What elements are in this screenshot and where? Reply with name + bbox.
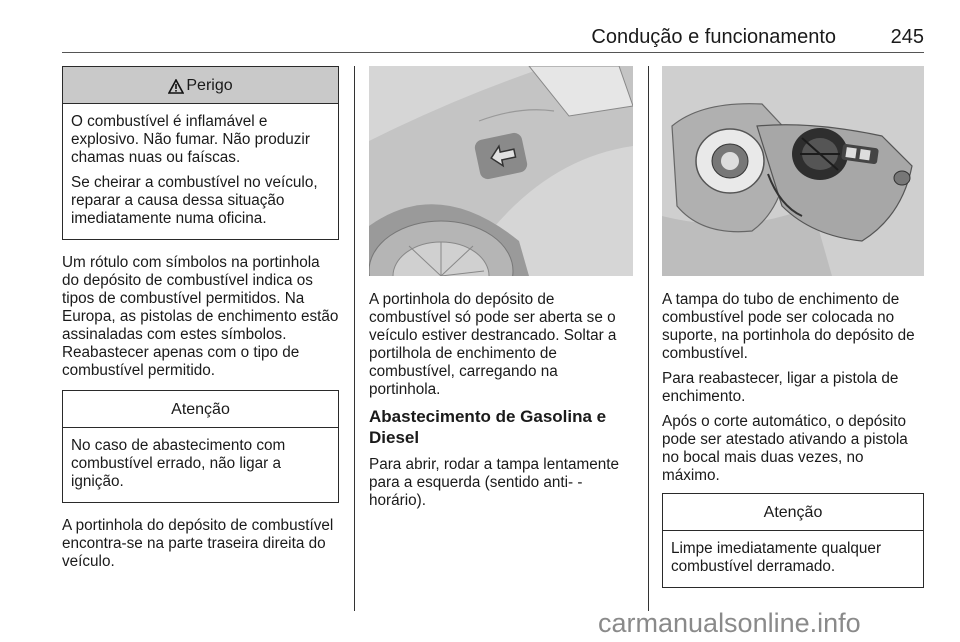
danger-text: O combustível é inflamável e explosivo. Não fumar. Não produzir chamas nuas ou faíscas. bbox=[71, 113, 310, 166]
watermark: carmanualsonline.info bbox=[598, 608, 861, 638]
figure-fuel-filler-cap bbox=[662, 66, 924, 276]
column-divider bbox=[648, 66, 649, 611]
column-3 bbox=[662, 66, 924, 602]
notice-box bbox=[662, 493, 924, 588]
notice-text: No caso de abastecimento com combustível errado, não ligar a ignição. bbox=[71, 437, 286, 490]
notice-box bbox=[62, 390, 339, 503]
danger-heading: Perigo bbox=[186, 77, 233, 94]
danger-box bbox=[62, 66, 339, 240]
paragraph: A tampa do tubo de enchimento de combustível pode ser colocada no suporte, na portinhola do depósito de combustível. bbox=[662, 291, 915, 362]
column-2 bbox=[369, 66, 633, 517]
danger-box-header bbox=[63, 67, 338, 104]
paragraph: A portinhola do depósito de combustível só pode ser aberta se o veículo estiver destrancado. Soltar a portilhola de enchimento de combustível, carregando na portinhola. bbox=[369, 291, 617, 398]
section-heading: Abastecimento de Gasolina e Diesel bbox=[369, 407, 607, 447]
notice-box-header bbox=[663, 494, 923, 531]
notice-text: Limpe imediatamente qualquer combustível derramado. bbox=[671, 540, 882, 575]
column-1 bbox=[62, 66, 339, 578]
figure-car-rear-fuel-flap bbox=[369, 66, 633, 276]
column-divider bbox=[354, 66, 355, 611]
paragraph: Para reabastecer, ligar a pistola de enchimento. bbox=[662, 370, 899, 405]
danger-text: Se cheirar a combustível no veículo, reparar a causa dessa situação imediatamente numa oficina. bbox=[71, 174, 318, 227]
paragraph: A portinhola do depósito de combustível encontra-se na parte traseira direita do veículo. bbox=[62, 517, 334, 570]
car-rear-illustration bbox=[369, 66, 633, 276]
page-number: 245 bbox=[890, 26, 924, 48]
fuel-cap-illustration bbox=[662, 66, 924, 276]
warning-triangle-icon bbox=[168, 79, 184, 94]
page-header bbox=[62, 22, 924, 53]
paragraph: Um rótulo com símbolos na portinhola do depósito de combustível indica os tipos de combustível permitidos. Na Europa, as pistolas de enchimento estão assinaladas com estes símbolos. Reabastecer apenas com o tipo de combustível permitido. bbox=[62, 254, 339, 379]
notice-heading: Atenção bbox=[171, 401, 230, 418]
notice-heading: Atenção bbox=[763, 504, 823, 521]
section-title: Condução e funcionamento bbox=[591, 26, 836, 48]
paragraph: Após o corte automático, o depósito pode ser atestado ativando a pistola no bocal mais duas vezes, no máximo. bbox=[662, 413, 908, 484]
paragraph: Para abrir, rodar a tampa lentamente para a esquerda (sentido anti- -horário). bbox=[369, 456, 619, 509]
notice-box-header bbox=[63, 391, 338, 428]
